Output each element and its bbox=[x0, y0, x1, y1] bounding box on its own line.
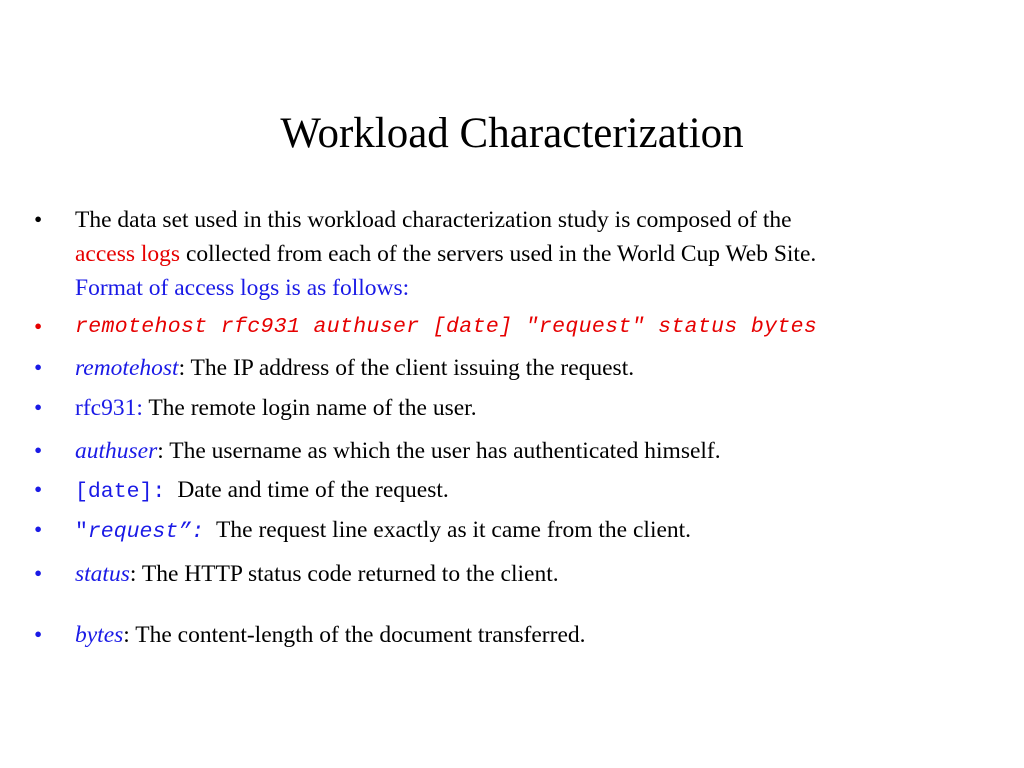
remotehost-desc: : The IP address of the client issuing the request. bbox=[178, 355, 635, 381]
remotehost-term: remotehost bbox=[75, 355, 179, 381]
request-item bbox=[75, 513, 1009, 549]
log-format-line: remotehost rfc931 authuser [date] "request" status bytes bbox=[75, 315, 818, 339]
bytes-desc: : The content-length of the document transferred. bbox=[123, 622, 586, 648]
intro-text-1: The data set used in this workload characterization study is composed of the bbox=[75, 207, 792, 233]
date-term: [date]: bbox=[75, 480, 166, 504]
bullet-dot: • bbox=[34, 207, 43, 233]
bullet-dot: • bbox=[34, 561, 43, 587]
bullet-intro bbox=[34, 203, 1009, 307]
bullet-dot: • bbox=[34, 517, 43, 543]
status-desc: : The HTTP status code returned to the client. bbox=[129, 561, 559, 587]
bullet-dot: • bbox=[34, 438, 43, 464]
bullet-dot: • bbox=[34, 395, 43, 421]
bytes-term: bytes bbox=[75, 622, 124, 648]
status-item bbox=[75, 557, 1009, 591]
authuser-term: authuser bbox=[75, 438, 158, 464]
date-desc: Date and time of the request. bbox=[177, 477, 449, 503]
bullet-dot: • bbox=[34, 477, 43, 503]
date-item bbox=[75, 473, 1009, 509]
bytes-item bbox=[75, 618, 1009, 652]
request-quote: " bbox=[75, 520, 88, 544]
intro-text-2: collected from each of the servers used in the World Cup Web Site. bbox=[180, 241, 817, 267]
authuser-desc: : The username as which the user has authenticated himself. bbox=[157, 438, 721, 464]
bullet-dot: • bbox=[34, 622, 43, 648]
authuser-item bbox=[75, 434, 1009, 468]
remotehost-item bbox=[75, 351, 1009, 385]
slide-title: Workload Characterization bbox=[280, 110, 744, 157]
request-desc: The request line exactly as it came from the client. bbox=[216, 517, 692, 543]
rfc931-term: rfc931: bbox=[75, 395, 143, 421]
bullet-dot: • bbox=[34, 355, 43, 381]
bullet-dot: • bbox=[34, 314, 43, 340]
intro-access-logs: access logs bbox=[75, 241, 181, 267]
bullet-intro-text bbox=[75, 203, 1009, 305]
request-term: request”: bbox=[87, 520, 205, 544]
rfc931-item bbox=[75, 391, 1009, 425]
status-term: status bbox=[75, 561, 130, 587]
intro-format-line: Format of access logs is as follows: bbox=[75, 275, 410, 301]
rfc931-desc: The remote login name of the user. bbox=[142, 395, 477, 421]
